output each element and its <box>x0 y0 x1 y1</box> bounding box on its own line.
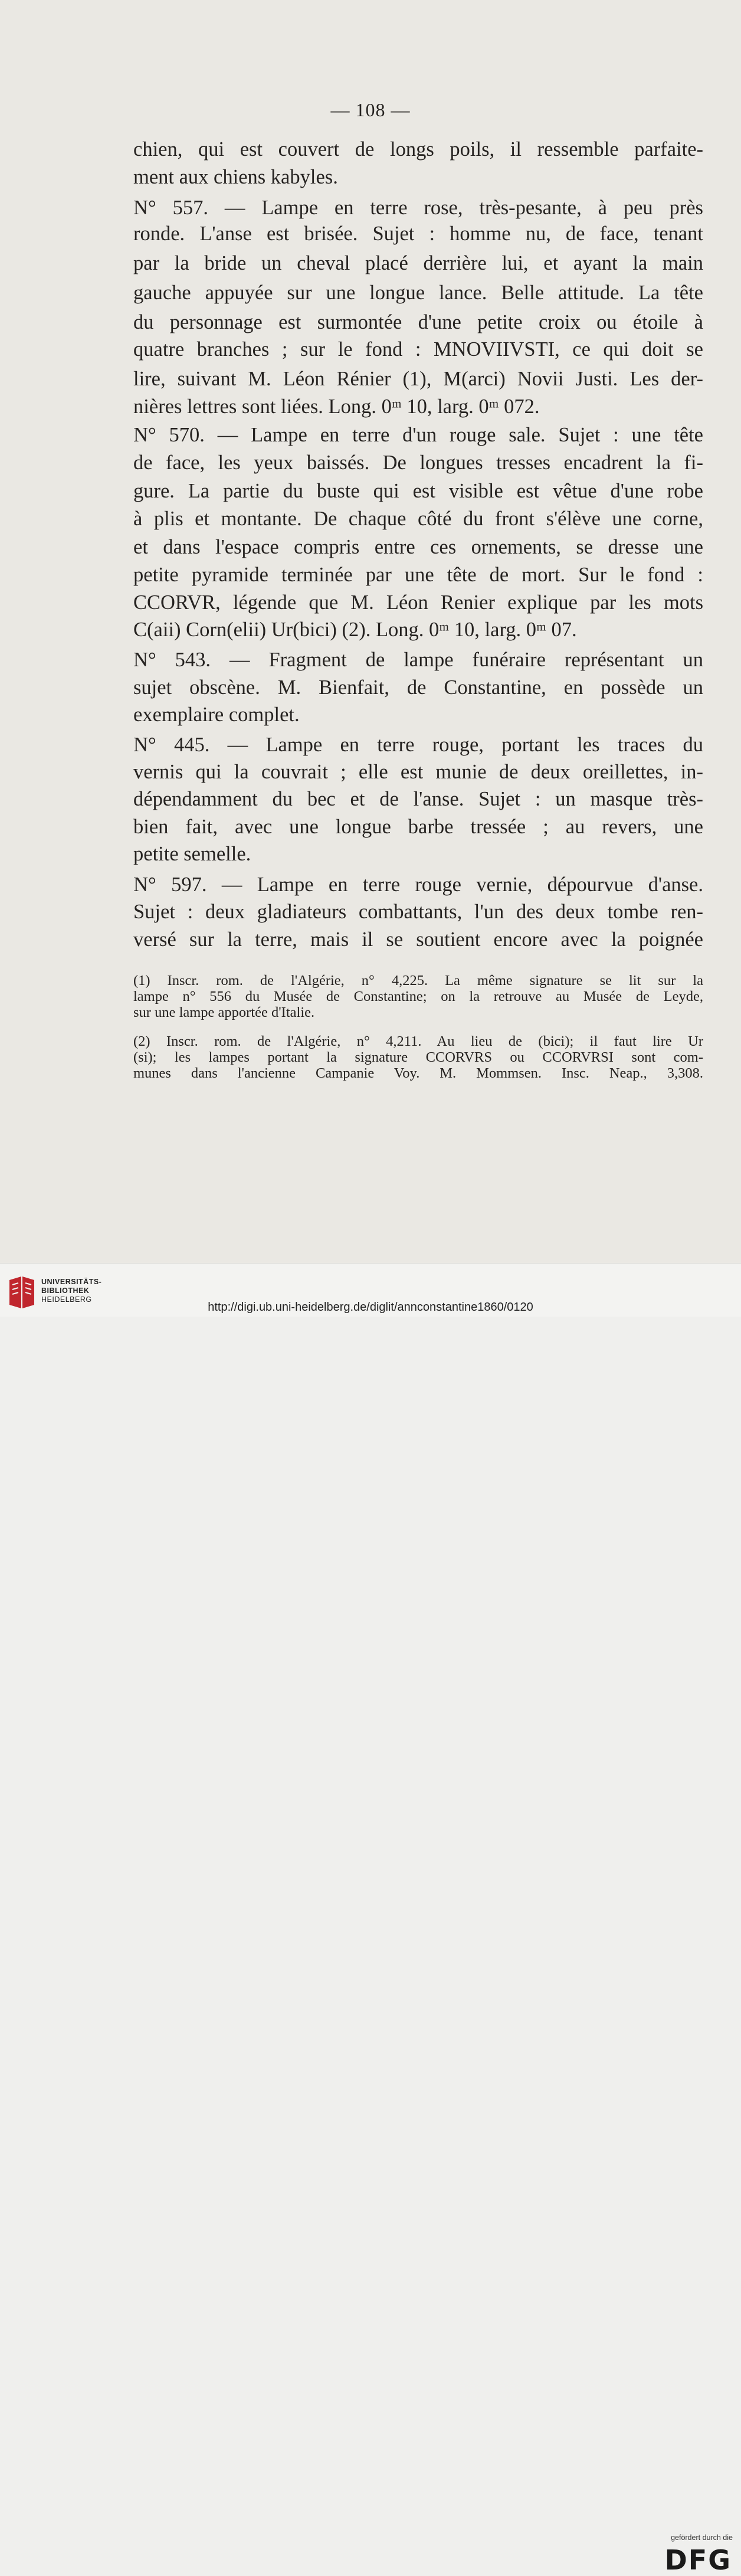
text-line: par la bride un cheval placé derrière lui, et ayant la main <box>133 252 703 274</box>
library-name-line: HEIDELBERG <box>41 1295 92 1304</box>
text-line: N° 570. — Lampe en terre d'un rouge sale. Sujet : une tête <box>133 424 703 446</box>
text-line: N° 543. — Fragment de lampe funéraire représentant un <box>133 649 703 671</box>
text-line: sujet obscène. M. Bienfait, de Constantine, en possède un <box>133 676 703 699</box>
text-line: gure. La partie du buste qui est visible est vêtue d'une robe <box>133 480 703 502</box>
text-line: à plis et montante. De chaque côté du front s'élève une corne, <box>133 508 703 530</box>
text-line: dépendamment du bec et de l'anse. Sujet : un masque très- <box>133 788 703 810</box>
text-line: CCORVR, légende que M. Léon Renier explique par les mots <box>133 591 703 614</box>
text-line: quatre branches ; sur le fond : MNOVIIVSTI, ce qui doit se <box>133 338 703 361</box>
scanned-page <box>0 0 741 1263</box>
text-line: ment aux chiens kabyles. <box>133 166 338 188</box>
text-line: vernis qui la couvrait ; elle est munie de deux oreillettes, in- <box>133 761 703 783</box>
footnote-line: munes dans l'ancienne Campanie Voy. M. Mommsen. Insc. Neap., 3,308. <box>133 1065 703 1081</box>
library-name-line: BIBLIOTHEK <box>41 1287 90 1295</box>
text-line: N° 597. — Lampe en terre rouge vernie, dépourvue d'anse. <box>133 873 703 896</box>
text-line: et dans l'espace compris entre ces ornements, se dresse une <box>133 536 703 558</box>
text-line: petite pyramide terminée par une tête de mort. Sur le fond : <box>133 564 703 586</box>
funded-by-label: gefördert durch die <box>671 2534 733 2542</box>
text-line: Sujet : deux gladiateurs combattants, l'un des deux tombe ren- <box>133 901 703 923</box>
text-line: N° 557. — Lampe en terre rose, très-pesante, à peu près <box>133 197 703 219</box>
text-line: bien fait, avec une longue barbe tressée ; au revers, une <box>133 816 703 838</box>
footnote-line: (si); les lampes portant la signature CCORVRS ou CCORVRSI sont com- <box>133 1049 703 1065</box>
footnote-line: sur une lampe apportée d'Italie. <box>133 1004 315 1020</box>
document-url-link[interactable]: http://digi.ub.uni-heidelberg.de/diglit/annconstantine1860/0120 <box>208 1301 533 1314</box>
text-line: gauche appuyée sur une longue lance. Belle attitude. La tête <box>133 282 703 304</box>
dfg-logo: DFG <box>664 2544 732 2576</box>
text-line: versé sur la terre, mais il se soutient encore avec la poignée <box>133 928 703 951</box>
footnote-line: (1) Inscr. rom. de l'Algérie, n° 4,225. La même signature se lit sur la <box>133 973 703 988</box>
text-line: nières lettres sont liées. Long. 0ᵐ 10, larg. 0ᵐ 072. <box>133 395 540 418</box>
text-line: de face, les yeux baissés. De longues tresses encadrent la fi- <box>133 451 703 474</box>
footnote-line: lampe n° 556 du Musée de Constantine; on la retrouve au Musée de Leyde, <box>133 988 703 1004</box>
library-name-line: UNIVERSITÄTS- <box>41 1278 102 1286</box>
text-line: chien, qui est couvert de longs poils, il ressemble parfaite- <box>133 138 703 161</box>
text-line: N° 445. — Lampe en terre rouge, portant les traces du <box>133 734 703 756</box>
footnote-line: (2) Inscr. rom. de l'Algérie, n° 4,211. Au lieu de (bici); il faut lire Ur <box>133 1033 703 1049</box>
text-line: C(aii) Corn(elii) Ur(bici) (2). Long. 0ᵐ 10, larg. 0ᵐ 07. <box>133 618 577 641</box>
text-line: exemplaire complet. <box>133 703 300 726</box>
page-number: — 108 — <box>330 99 411 120</box>
text-line: lire, suivant M. Léon Rénier (1), M(arci) Novii Justi. Les der- <box>133 368 703 390</box>
text-line: ronde. L'anse est brisée. Sujet : homme nu, de face, tenant <box>133 222 703 245</box>
text-line: petite semelle. <box>133 843 251 865</box>
text-line: du personnage est surmontée d'une petite croix ou étoile à <box>133 311 703 333</box>
